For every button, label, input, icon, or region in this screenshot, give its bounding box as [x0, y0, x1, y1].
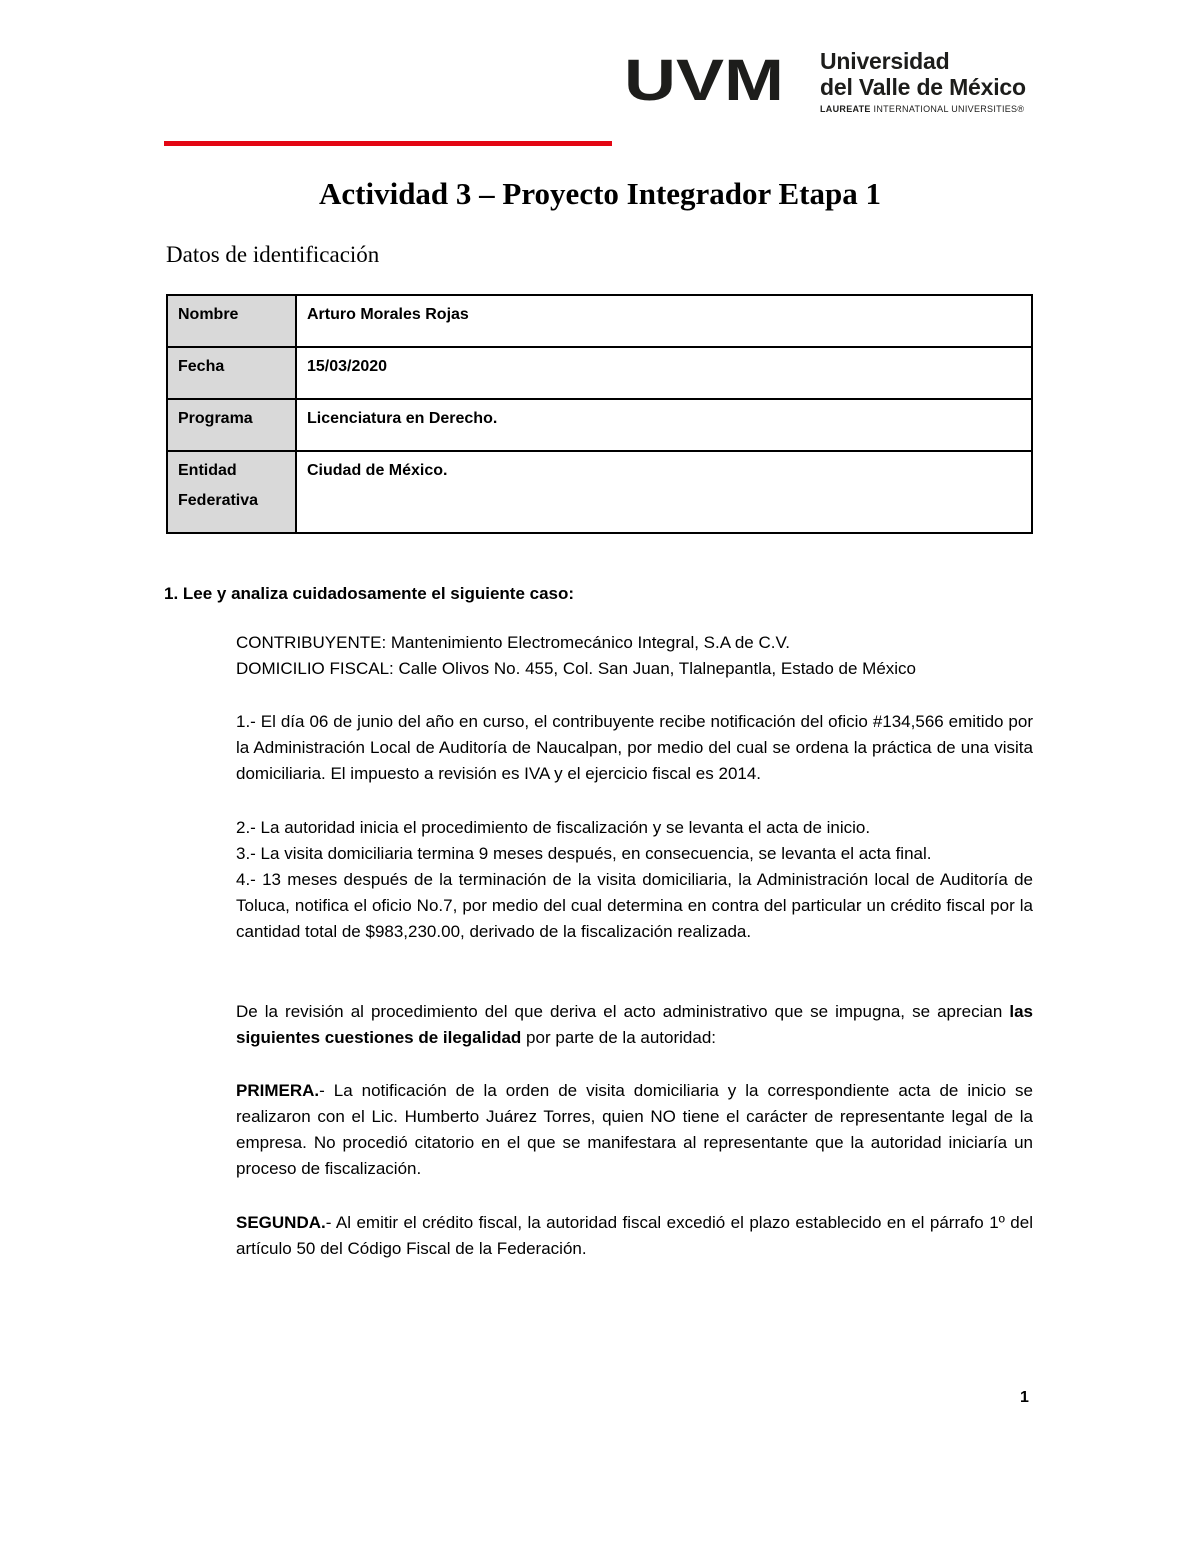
case-domicilio: DOMICILIO FISCAL: Calle Olivos No. 455, Col. San Juan, Tlalnepantla, Estado de México [236, 659, 916, 678]
field-value-nombre: Arturo Morales Rojas [296, 295, 1032, 347]
field-value-entidad-federativa: Ciudad de México. [296, 451, 1032, 533]
svg-text:UVM: UVM [624, 56, 784, 104]
table-row [167, 399, 1032, 451]
document-title: Actividad 3 – Proyecto Integrador Etapa 1 [319, 176, 881, 211]
table-row [167, 451, 1032, 533]
identification-table [166, 294, 1033, 534]
case-review-paragraph: De la revisión al procedimiento del que deriva el acto administrativo que se impugna, se aprecian las siguientes cuestiones de ilegalidad por parte de la autoridad: [236, 1002, 1033, 1047]
case-segunda: SEGUNDA.- Al emitir el crédito fiscal, la autoridad fiscal excedió el plazo establecido en el párrafo 1º del artículo 50 del Código Fiscal de la Federación. [236, 1213, 1033, 1258]
logo-laureate-tagline: LAUREATE INTERNATIONAL UNIVERSITIES® [820, 104, 1025, 114]
table-row [167, 347, 1032, 399]
case-primera: PRIMERA.- La notificación de la orden de visita domiciliaria y la correspondiente acta de inicio se realizaron con el Lic. Humberto Juárez Torres, quien NO tiene el carácter de representante legal de la empresa. No procedió citatorio en el que se manifestara al representante que la autoridad iniciaría un proceso de fiscalización. [236, 1081, 1033, 1178]
field-value-fecha: 15/03/2020 [296, 347, 1032, 399]
field-label-nombre: Nombre [167, 295, 296, 347]
section-title: Datos de identificación [166, 242, 380, 267]
case-fact-3: 3.- La visita domiciliaria termina 9 meses después, en consecuencia, se levanta el acta final. [236, 844, 932, 863]
case-fact-1: 1.- El día 06 de junio del año en curso, el contribuyente recibe notificación del oficio #134,566 emitido por la Administración Local de Auditoría de Naucalpan, por medio del cual se ordena la práctica de una visita domiciliaria. El impuesto a revisión es IVA y el ejercicio fiscal es 2014. [236, 712, 1033, 783]
field-value-programa: Licenciatura en Derecho. [296, 399, 1032, 451]
question-1: 1. Lee y analiza cuidadosamente el siguiente caso: [164, 584, 575, 603]
field-label-fecha: Fecha [167, 347, 296, 399]
uvm-logo-mark [624, 56, 788, 104]
field-label-programa: Programa [167, 399, 296, 451]
case-contribuyente: CONTRIBUYENTE: Mantenimiento Electromecánico Integral, S.A de C.V. [236, 633, 790, 652]
field-label-entidad-federativa: Entidad Federativa [167, 451, 296, 533]
header-red-rule [164, 141, 612, 146]
case-fact-2: 2.- La autoridad inicia el procedimiento de fiscalización y se levanta el acta de inicio. [236, 818, 871, 837]
table-row [167, 295, 1032, 347]
case-fact-4: 4.- 13 meses después de la terminación de la visita domiciliaria, la Administración local de Auditoría de Toluca, notifica el oficio No.7, por medio del cual determina en contra del particular un crédito fiscal por la cantidad total de $983,230.00, derivado de la fiscalización realizada. [236, 870, 1033, 941]
page-number: 1 [1020, 1389, 1029, 1406]
uvm-logo [624, 48, 1044, 122]
logo-university-name: Universidad del Valle de México [820, 48, 1026, 100]
